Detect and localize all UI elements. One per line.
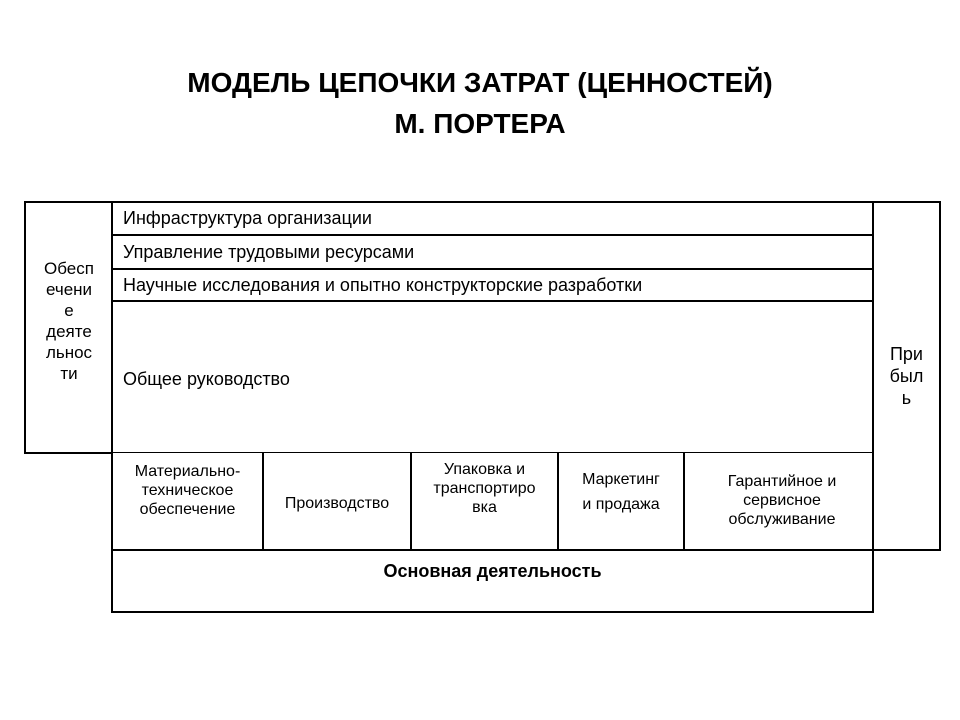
page-title-line-2: М. ПОРТЕРА — [394, 108, 566, 139]
support-label-bottom-border — [24, 452, 113, 454]
activity-text-line: обслуживание — [728, 511, 836, 528]
activity-text-line: и продажа — [582, 496, 660, 513]
activity-text-line: Материально- — [134, 463, 241, 480]
activity-text-line: Производство — [284, 495, 390, 512]
row-separator-4 — [111, 452, 874, 453]
activity-text-line: Гарантийное и — [727, 473, 837, 490]
activity-text-line: сервисное — [743, 492, 821, 509]
row-separator-3 — [111, 300, 874, 302]
row-separator-1 — [111, 234, 874, 236]
primary-divider-4 — [683, 453, 685, 550]
primary-activity-packaging-transport — [412, 460, 557, 517]
support-row-research-development: Научные исследования и опытно конструкторские разработки — [123, 275, 643, 295]
primary-bottom-border — [111, 549, 874, 551]
profit-bottom-border — [872, 549, 941, 551]
support-label-line: ечени — [45, 280, 93, 299]
support-label-line: Обесп — [44, 259, 94, 278]
primary-activity-logistics — [113, 462, 262, 519]
page-title-line-1: МОДЕЛЬ ЦЕПОЧКИ ЗАТРАТ (ЦЕННОСТЕЙ) — [187, 67, 773, 98]
support-row-general-management: Общее руководство — [123, 369, 290, 389]
activity-text-line: транспортиро — [433, 480, 536, 497]
activity-text-line: Маркетинг — [582, 471, 660, 488]
row-separator-2 — [111, 268, 874, 270]
activity-text-line: вка — [472, 499, 497, 516]
table-top-border — [24, 201, 941, 203]
support-label-line: льнос — [45, 343, 93, 362]
primary-activity-production — [264, 494, 410, 513]
support-row-infrastructure: Инфраструктура организации — [123, 208, 372, 228]
main-activity-bottom-border — [111, 611, 874, 613]
activity-text-line: Упаковка и — [443, 461, 526, 478]
support-label-line: е — [64, 301, 74, 320]
support-row-hr-management: Управление трудовыми ресурсами — [123, 242, 415, 262]
primary-activity-service — [697, 472, 867, 529]
support-label-line: деяте — [46, 322, 92, 341]
support-activities-label — [26, 258, 112, 384]
activity-text-line: техническое — [141, 482, 234, 499]
activity-text-line: обеспечение — [139, 501, 236, 518]
profit-label-line: При — [889, 344, 923, 364]
support-label-line: ти — [60, 364, 78, 383]
profit-label — [874, 343, 939, 409]
primary-activity-marketing-sales — [559, 467, 683, 517]
profit-right-border — [939, 201, 941, 551]
profit-label-line: был — [889, 366, 924, 386]
primary-activities-label: Основная деятельность — [383, 561, 602, 581]
profit-label-line: ь — [901, 388, 912, 408]
